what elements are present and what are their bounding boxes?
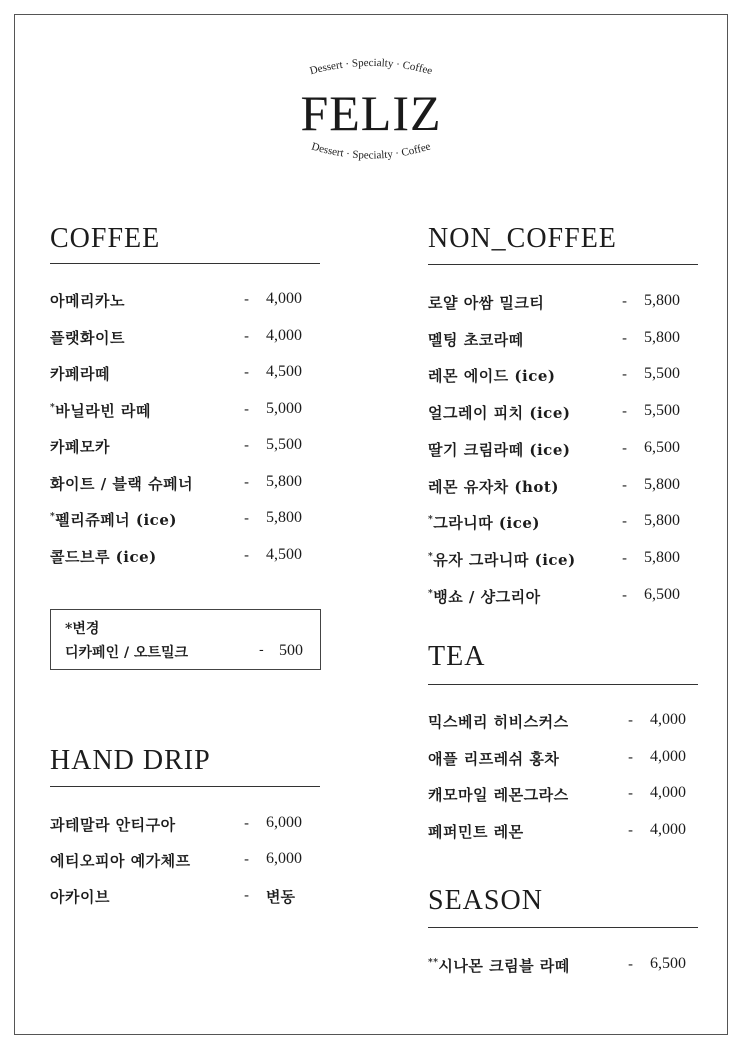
menu-item-dash: -: [244, 399, 250, 418]
menu-item-mark: *: [50, 512, 56, 522]
menu-item-name: 플랫화이트: [50, 328, 125, 347]
menu-item-dash: -: [244, 509, 250, 527]
menu-item-name: 레몬 유자차 (hot): [428, 477, 559, 496]
menu-item-dash: -: [244, 850, 250, 868]
menu-item: [428, 711, 698, 733]
menu-item-dash: -: [622, 365, 628, 384]
menu-item-price: 5,000: [266, 399, 302, 417]
menu-item: [50, 363, 320, 385]
menu-item-name: 아카이브: [50, 888, 110, 906]
menu-item: [50, 400, 320, 422]
menu-item-price: 5,800: [644, 512, 680, 530]
menu-item-dash: -: [628, 955, 634, 973]
menu-item-name: **시나몬 크림블 라떼: [428, 957, 570, 975]
menu-item-dash: -: [244, 814, 250, 832]
change-option-name: 디카페인 / 오트밀크: [65, 645, 189, 661]
menu-item: [428, 365, 698, 387]
menu-item-price: 6,500: [644, 585, 680, 603]
menu-item: [50, 850, 320, 872]
menu-item-name: 캐모마일 레몬그라스: [428, 786, 569, 804]
menu-item-mark: **: [428, 958, 439, 968]
menu-item-price: 5,800: [266, 472, 302, 490]
menu-item-price: 6,500: [650, 955, 686, 972]
menu-item: [428, 586, 698, 608]
menu-item: [50, 546, 320, 568]
menu-item-name: 카페모카: [50, 438, 110, 456]
menu-item: [428, 476, 698, 498]
menu-item-name: *바닐라빈 라떼: [50, 401, 151, 420]
menu-item-name: 에티오피아 예가체프: [50, 852, 191, 870]
menu-item-name: 페퍼민트 레몬: [428, 822, 524, 841]
menu-item-name: 과테말라 안티구아: [50, 816, 176, 834]
menu-item: [428, 329, 698, 351]
change-option-price: 500: [279, 642, 303, 659]
feliz-logo: [271, 50, 471, 180]
menu-item-price: 4,500: [266, 545, 302, 563]
change-title: *변경: [65, 621, 100, 637]
menu-item-name: 딸기 크림라떼 (ice): [428, 440, 571, 459]
menu-item-name: 얼그레이 피치 (ice): [428, 404, 571, 423]
menu-item-price: 5,800: [644, 548, 680, 566]
menu-item: [428, 402, 698, 424]
menu-item-price: 6,000: [266, 850, 302, 867]
menu-item-dash: -: [622, 548, 628, 567]
menu-item-price: 5,500: [644, 402, 680, 420]
menu-item-name: 레몬 에이드 (ice): [428, 367, 556, 386]
menu-item-price: 4,000: [266, 290, 302, 307]
menu-item-mark: *: [428, 551, 434, 562]
menu-item-name: *유자 그라니따 (ice): [428, 550, 576, 569]
menu-item-price: 5,800: [644, 292, 680, 309]
change-option-dash: -: [259, 642, 264, 658]
menu-item-dash: -: [628, 711, 634, 729]
menu-item-name: 아메리카노: [50, 292, 125, 310]
menu-item-dash: -: [622, 512, 628, 531]
menu-item: [50, 886, 320, 908]
hand-drip-title: HAND DRIP: [50, 745, 211, 776]
logo-tagline-top: Dessert · Specialty · Coffee: [308, 56, 434, 78]
menu-item-name: *뱅쇼 / 샹그리아: [428, 587, 541, 606]
menu-item-name: 로얄 아쌈 밀크티: [428, 294, 545, 312]
menu-item-price: 6,000: [266, 814, 302, 831]
hand-drip-divider: [50, 786, 320, 787]
menu-item-name: *펠리쥬페너 (ice): [50, 511, 177, 529]
menu-item-name: 카페라떼: [50, 365, 110, 383]
menu-item-price: 5,500: [266, 436, 302, 453]
menu-item: [50, 509, 320, 531]
menu-item-price: 5,800: [644, 328, 680, 346]
menu-item-price: 4,000: [650, 747, 686, 765]
menu-item-price: 4,000: [650, 711, 686, 728]
season-divider: [428, 927, 698, 928]
menu-item-name: *그라니따 (ice): [428, 514, 540, 533]
season-title: SEASON: [428, 885, 543, 916]
menu-item-name: 콜드브루 (ice): [50, 547, 157, 566]
menu-item: [428, 784, 698, 806]
menu-item: [428, 748, 698, 770]
menu-item-name: 멜팅 초코라떼: [428, 330, 524, 349]
menu-item: [50, 436, 320, 458]
non-coffee-title: NON_COFFEE: [428, 223, 617, 254]
logo-graphic: [271, 50, 471, 180]
menu-item-price: 5,800: [266, 509, 302, 526]
menu-item-price: 5,800: [644, 475, 680, 493]
menu-item-mark: *: [428, 515, 434, 526]
menu-item-dash: -: [244, 363, 250, 381]
menu-item: [50, 327, 320, 349]
menu-item: [50, 473, 320, 495]
menu-item-dash: -: [628, 784, 634, 802]
tea-title: TEA: [428, 641, 486, 672]
logo-wordmark: FELIZ: [300, 85, 442, 141]
menu-item: [428, 512, 698, 534]
menu-item: [428, 439, 698, 461]
menu-item-price: 4,000: [650, 820, 686, 838]
menu-item-dash: -: [628, 820, 634, 839]
coffee-title: COFFEE: [50, 223, 161, 254]
menu-item-dash: -: [244, 472, 250, 491]
menu-item-dash: -: [622, 585, 628, 604]
menu-item: [50, 814, 320, 836]
menu-item-name: 애플 리프레쉬 홍차: [428, 749, 560, 768]
menu-item: [50, 290, 320, 312]
menu-item-price: 6,500: [644, 438, 680, 456]
menu-item: [428, 955, 698, 977]
menu-item-name: 화이트 / 블랙 슈페너: [50, 474, 194, 493]
menu-item-dash: -: [244, 545, 250, 564]
logo-tagline-bottom: Dessert · Specialty · Coffee: [310, 140, 432, 162]
menu-item-price: 4,000: [266, 326, 302, 344]
menu-item-price: 4,000: [650, 784, 686, 801]
menu-item: [428, 549, 698, 571]
menu-item-price: 5,500: [644, 365, 680, 383]
menu-item-dash: -: [244, 436, 250, 454]
menu-item: [428, 292, 698, 314]
menu-item-dash: -: [622, 292, 628, 310]
change-option-box: [50, 609, 321, 670]
menu-item-mark: *: [428, 588, 434, 599]
menu-item-dash: -: [622, 475, 628, 494]
menu-item-dash: -: [244, 326, 250, 345]
menu-item-price: 변동: [266, 888, 295, 906]
menu-item-dash: -: [244, 886, 250, 904]
menu-item-mark: *: [50, 402, 56, 413]
tea-divider: [428, 684, 698, 685]
menu-item-name: 믹스베리 히비스커스: [428, 713, 569, 731]
non-coffee-divider: [428, 264, 698, 265]
menu-item: [428, 821, 698, 843]
menu-item-price: 4,500: [266, 363, 302, 380]
menu-item-dash: -: [622, 402, 628, 421]
menu-item-dash: -: [628, 747, 634, 766]
menu-item-dash: -: [622, 328, 628, 347]
menu-item-dash: -: [244, 290, 250, 308]
menu-item-dash: -: [622, 438, 628, 457]
coffee-divider: [50, 263, 320, 264]
